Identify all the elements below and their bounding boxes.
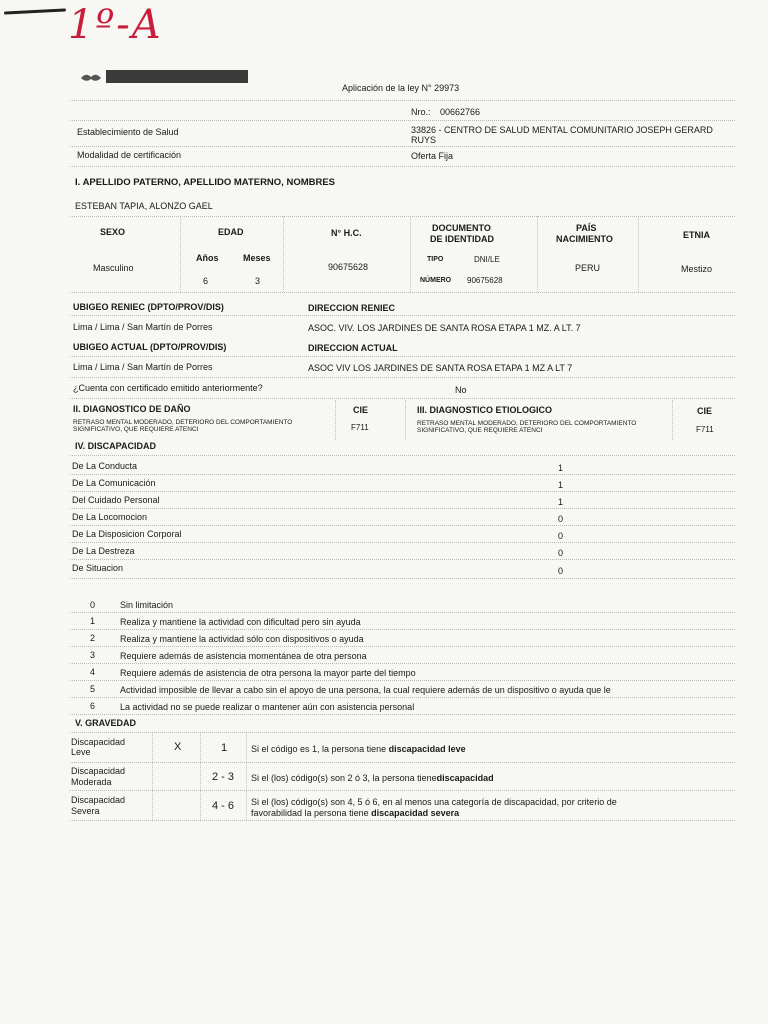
- severity-label: Discapacidad: [71, 766, 126, 776]
- divider: [70, 377, 735, 378]
- hc-value: 90675628: [328, 262, 369, 272]
- damage-diagnosis-title: II. DIAGNOSTICO DE DAÑO: [73, 404, 191, 414]
- divider: [405, 400, 406, 440]
- severity-text: Si el (los) código(s) son 4, 5 ó 6, en al menos una categoría de discapacidad, por criterio de: [251, 797, 617, 807]
- divider: [70, 697, 735, 698]
- direccion-reniec-value: ASOC. VIV. LOS JARDINES DE SANTA ROSA ETAPA 1 MZ. A LT. 7: [308, 323, 581, 333]
- ubigeo-reniec-value: Lima / Lima / San Martín de Porres: [73, 322, 213, 332]
- nro-label: Nro.:: [411, 107, 431, 117]
- header-documento-line2: DE IDENTIDAD: [430, 234, 495, 244]
- ubigeo-actual-label: UBIGEO ACTUAL (DPTO/PROV/DIS): [73, 342, 227, 352]
- damage-cie-label: CIE: [353, 405, 369, 415]
- divider: [335, 400, 336, 440]
- divider: [283, 216, 284, 292]
- divider: [70, 315, 735, 316]
- legend-text: Sin limitación: [120, 600, 174, 610]
- modality-value: Oferta Fija: [411, 151, 454, 161]
- disability-value: 1: [558, 463, 564, 473]
- divider: [70, 292, 735, 293]
- severity-code: 1: [221, 742, 228, 754]
- legend-text: Requiere además de asistencia momentánea de otra persona: [120, 651, 367, 661]
- tipo-label: TIPO: [427, 256, 444, 263]
- divider: [70, 356, 735, 357]
- etio-cie-value: F711: [696, 425, 714, 434]
- divider: [70, 474, 735, 475]
- severity-text: [251, 773, 494, 783]
- etio-diagnosis-title: III. DIAGNOSTICO ETIOLOGICO: [417, 405, 553, 415]
- modality-label: Modalidad de certificación: [77, 150, 182, 160]
- certificate-question: ¿Cuenta con certificado emitido anteriormente?: [73, 383, 263, 393]
- damage-diagnosis-text-line2: SIGNIFICATIVO, QUE REQUIERE ATENCI: [73, 426, 199, 433]
- legend-code: 0: [90, 600, 96, 610]
- severity-mark: X: [174, 741, 182, 753]
- etio-cie-label: CIE: [697, 406, 713, 416]
- header-edad: EDAD: [218, 227, 244, 237]
- nro-value: 00662766: [440, 107, 481, 117]
- header-meses: Meses: [243, 253, 271, 263]
- divider: [70, 646, 735, 647]
- disability-value: 1: [558, 480, 564, 490]
- numero-value: 90675628: [467, 276, 503, 285]
- disability-label: De La Locomocion: [72, 512, 148, 522]
- divider: [180, 216, 181, 292]
- severity-text-plain: favorabilidad la persona tiene: [251, 808, 372, 818]
- direccion-reniec-label: DIRECCION RENIEC: [308, 303, 396, 313]
- divider: [152, 732, 153, 820]
- divider: [70, 714, 735, 715]
- severity-label: Discapacidad: [71, 795, 126, 805]
- divider: [70, 398, 735, 399]
- legend-text: La actividad no se puede realizar o mantener aún con asistencia personal: [120, 702, 415, 712]
- divider: [246, 732, 247, 820]
- divider: [70, 612, 735, 613]
- severity-text: [251, 744, 466, 754]
- divider: [70, 120, 735, 121]
- damage-diagnosis-text: RETRASO MENTAL MODERADO, DETERIORO DEL COMPORTAMIENTO: [73, 419, 293, 426]
- handwritten-stroke: [4, 8, 66, 14]
- legend-code: 4: [90, 667, 96, 677]
- disability-value: 0: [558, 566, 564, 576]
- handwritten-note: 1º-A: [68, 2, 163, 48]
- divider: [638, 216, 639, 292]
- certificate-answer: No: [455, 385, 467, 395]
- legend-code: 5: [90, 684, 96, 694]
- header-pais: PAÍS: [576, 223, 597, 233]
- severity-title: V. GRAVEDAD: [75, 718, 137, 728]
- divider: [70, 559, 735, 560]
- divider: [410, 216, 411, 292]
- header-etnia: ETNIA: [683, 230, 710, 240]
- disability-label: Del Cuidado Personal: [72, 495, 160, 505]
- severity-text-plain: Si el (los) código(s) son 2 ó 3, la persona tiene: [251, 773, 437, 783]
- meses-value: 3: [255, 276, 261, 286]
- header-sexo: SEXO: [100, 227, 126, 237]
- legend-code: 6: [90, 701, 96, 711]
- divider: [70, 491, 735, 492]
- sexo-value: Masculino: [93, 263, 134, 273]
- disability-value: 0: [558, 548, 564, 558]
- ubigeo-actual-value: Lima / Lima / San Martín de Porres: [73, 362, 213, 372]
- law-header: Aplicación de la ley N° 29973: [342, 83, 460, 93]
- establishment-value: 33826 - CENTRO DE SALUD MENTAL COMUNITARIO JOSEPH GERARD: [411, 125, 713, 135]
- divider: [70, 508, 735, 509]
- divider: [70, 166, 735, 167]
- severity-code: 2 - 3: [212, 771, 235, 783]
- disability-label: De La Destreza: [72, 546, 135, 556]
- divider: [70, 146, 735, 147]
- divider: [200, 732, 201, 820]
- ubigeo-reniec-label: UBIGEO RENIEC (DPTO/PROV/DIS): [73, 302, 224, 312]
- legend-text: Realiza y mantiene la actividad con dificultad pero sin ayuda: [120, 617, 361, 627]
- disability-title: IV. DISCAPACIDAD: [75, 441, 157, 451]
- disability-label: De La Disposicion Corporal: [72, 529, 182, 539]
- divider: [70, 663, 735, 664]
- divider: [70, 455, 735, 456]
- legend-text: Requiere además de asistencia de otra persona la mayor parte del tiempo: [120, 668, 416, 678]
- divider: [70, 542, 735, 543]
- etnia-value: Mestizo: [681, 264, 713, 274]
- disability-label: De La Comunicación: [72, 478, 156, 488]
- severity-text-bold: discapacidad leve: [388, 744, 466, 754]
- severity-label: Discapacidad: [71, 737, 126, 747]
- divider: [70, 578, 735, 579]
- disability-value: 0: [558, 531, 564, 541]
- severity-label-line2: Leve: [71, 747, 91, 757]
- pais-value: PERU: [575, 263, 601, 273]
- divider: [70, 525, 735, 526]
- header-anos: Años: [196, 253, 219, 263]
- direccion-actual-label: DIRECCION ACTUAL: [308, 343, 398, 353]
- divider: [70, 762, 735, 763]
- establishment-label: Establecimiento de Salud: [77, 127, 179, 137]
- disability-value: 1: [558, 497, 564, 507]
- numero-label: NÚMERO: [420, 277, 452, 284]
- header-hc: N° H.C.: [331, 228, 362, 238]
- severity-text-bold: discapacidad severa: [371, 808, 460, 818]
- divider: [70, 820, 735, 821]
- legend-text: Actividad imposible de llevar a cabo sin el apoyo de una persona, la cual requiere además de un dispositivo o ayuda que le: [120, 685, 611, 695]
- legend-code: 2: [90, 633, 96, 643]
- tipo-value: DNI/LE: [474, 255, 500, 264]
- legend-code: 3: [90, 650, 96, 660]
- legend-text: Realiza y mantiene la actividad sólo con dispositivos o ayuda: [120, 634, 364, 644]
- divider: [70, 790, 735, 791]
- legend-code: 1: [90, 616, 96, 626]
- divider: [70, 100, 735, 101]
- severity-label-line2: Severa: [71, 806, 100, 816]
- etio-diagnosis-text-line2: SIGNIFICATIVO, QUE REQUIERE ATENCI: [417, 427, 543, 434]
- establishment-value-line2: RUYS: [411, 135, 437, 145]
- header-documento: DOCUMENTO: [432, 223, 491, 233]
- redacted-bar: [106, 70, 248, 83]
- patient-name: ESTEBAN TAPIA, ALONZO GAEL: [75, 201, 213, 211]
- direccion-actual-value: ASOC VIV LOS JARDINES DE SANTA ROSA ETAPA 1 MZ A LT 7: [308, 363, 573, 373]
- disability-label: De Situacion: [72, 563, 124, 573]
- logo-icon: [80, 71, 102, 89]
- disability-label: De La Conducta: [72, 461, 138, 471]
- damage-cie-value: F711: [351, 423, 369, 432]
- divider: [537, 216, 538, 292]
- etio-diagnosis-text: RETRASO MENTAL MODERADO, DETERIORO DEL COMPORTAMIENTO: [417, 420, 637, 427]
- divider: [70, 216, 735, 217]
- severity-text-plain: Si el código es 1, la persona tiene: [251, 744, 389, 754]
- disability-value: 0: [558, 514, 564, 524]
- severity-label-line2: Moderada: [71, 777, 112, 787]
- divider: [70, 732, 735, 733]
- divider: [70, 629, 735, 630]
- divider: [672, 400, 673, 440]
- divider: [70, 680, 735, 681]
- anos-value: 6: [203, 276, 209, 286]
- severity-code: 4 - 6: [212, 800, 235, 812]
- section-name-title: I. APELLIDO PATERNO, APELLIDO MATERNO, NOMBRES: [75, 177, 336, 188]
- header-pais-line2: NACIMIENTO: [556, 234, 613, 244]
- severity-text-bold: discapacidad: [436, 773, 494, 783]
- severity-text-line2: [251, 808, 459, 818]
